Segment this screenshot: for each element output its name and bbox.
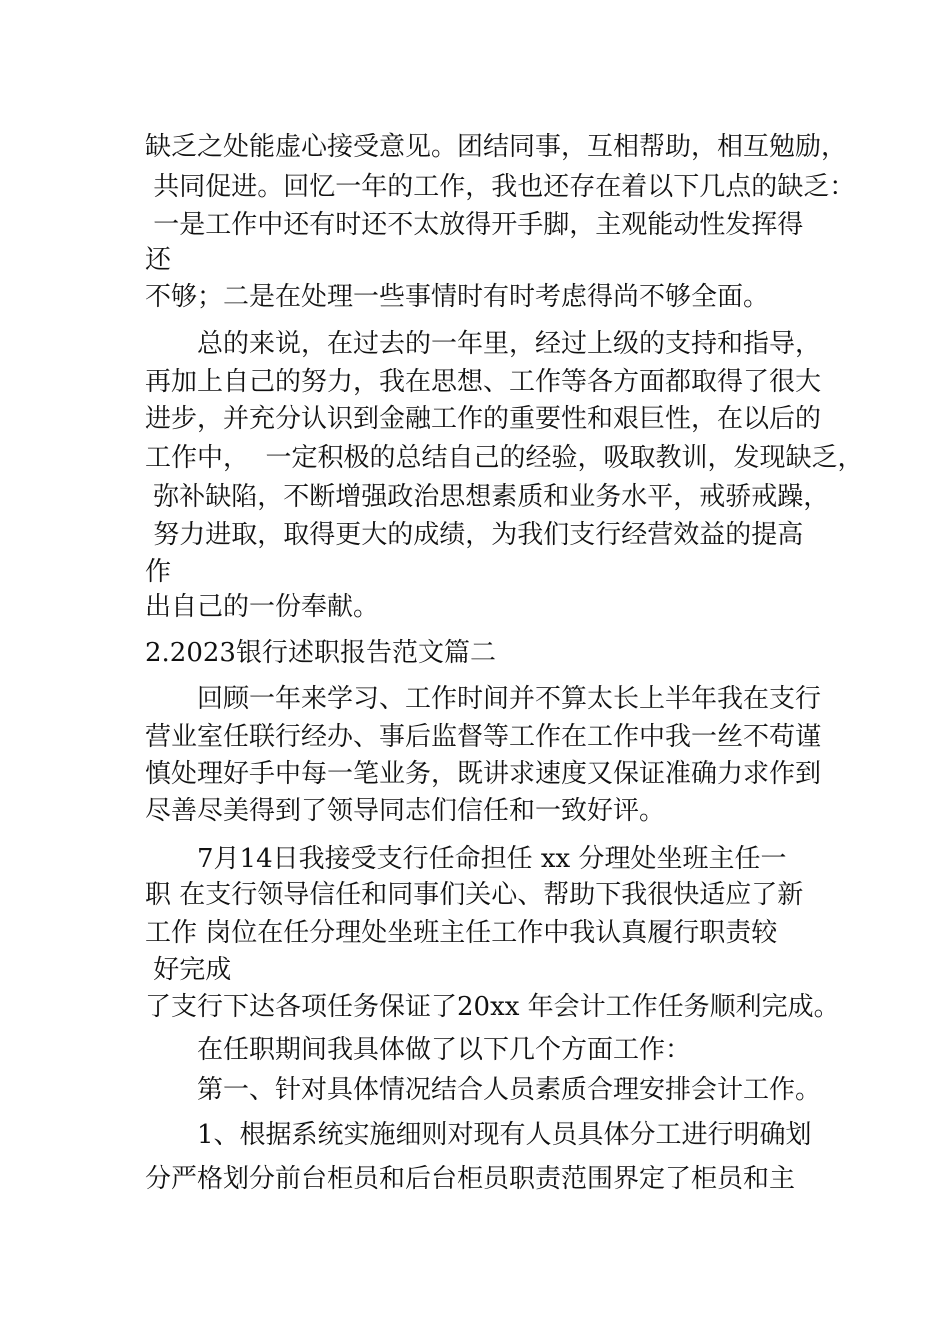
- text-line: 出自己的一份奉献。: [145, 592, 380, 622]
- text-line: 不够；二是在处理一些事情时有时考虑得尚不够全面。: [145, 282, 770, 312]
- text-line: 作: [145, 557, 172, 587]
- text-line: 工作 岗位在任分理处坐班主任工作中我认真履行职责较: [145, 918, 778, 948]
- text-line: 弥补缺陷，不断增强政治思想素质和业务水平，戒骄戒躁，: [145, 482, 830, 512]
- text-line: 一是工作中还有时还不太放得开手脚，主观能动性发挥得: [145, 210, 804, 240]
- paragraph-first-line: 在任职期间我具体做了以下几个方面工作：: [197, 1035, 692, 1065]
- text-line: 缺乏之处能虚心接受意见。团结同事，互相帮助，相互勉励，: [145, 132, 848, 162]
- text-line: 尽善尽美得到了领导同志们信任和一致好评。: [145, 796, 666, 826]
- text-line: 职 在支行领导信任和同事们关心、帮助下我很快适应了新: [145, 880, 804, 910]
- text-line: 工作中， 一定积极的总结自己的经验，吸取教训，发现缺乏，: [145, 443, 864, 473]
- text-line: 分严格划分前台柜员和后台柜员职责范围界定了柜员和主: [145, 1164, 796, 1194]
- paragraph-first-line: 第一、针对具体情况结合人员素质合理安排会计工作。: [197, 1075, 822, 1105]
- text-line: 好完成: [145, 955, 232, 985]
- text-line: 努力进取，取得更大的成绩，为我们支行经营效益的提高: [145, 520, 804, 550]
- text-line: 了支行下达各项任务保证了20xx 年会计工作任务顺利完成。: [145, 992, 840, 1022]
- paragraph-first-line: 1、根据系统实施细则对现有人员具体分工进行明确划: [197, 1120, 812, 1150]
- text-line: 还: [145, 245, 172, 275]
- paragraph-first-line: 7月14日我接受支行任命担任 xx 分理处坐班主任一: [197, 844, 787, 874]
- text-line: 慎处理好手中每一笔业务，既讲求速度又保证准确力求作到: [145, 759, 822, 789]
- text-line: 再加上自己的努力，我在思想、工作等各方面都取得了很大: [145, 367, 822, 397]
- text-line: 营业室任联行经办、事后监督等工作在工作中我一丝不苟谨: [145, 722, 822, 752]
- paragraph-first-line: 回顾一年来学习、工作时间并不算太长上半年我在支行: [197, 684, 822, 714]
- paragraph-first-line: 总的来说，在过去的一年里，经过上级的支持和指导，: [197, 329, 822, 359]
- text-line: 共同促进。回忆一年的工作，我也还存在着以下几点的缺乏：: [145, 172, 856, 202]
- section-heading: 2.2023银行述职报告范文篇二: [145, 638, 496, 668]
- text-line: 进步，并充分认识到金融工作的重要性和艰巨性，在以后的: [145, 404, 822, 434]
